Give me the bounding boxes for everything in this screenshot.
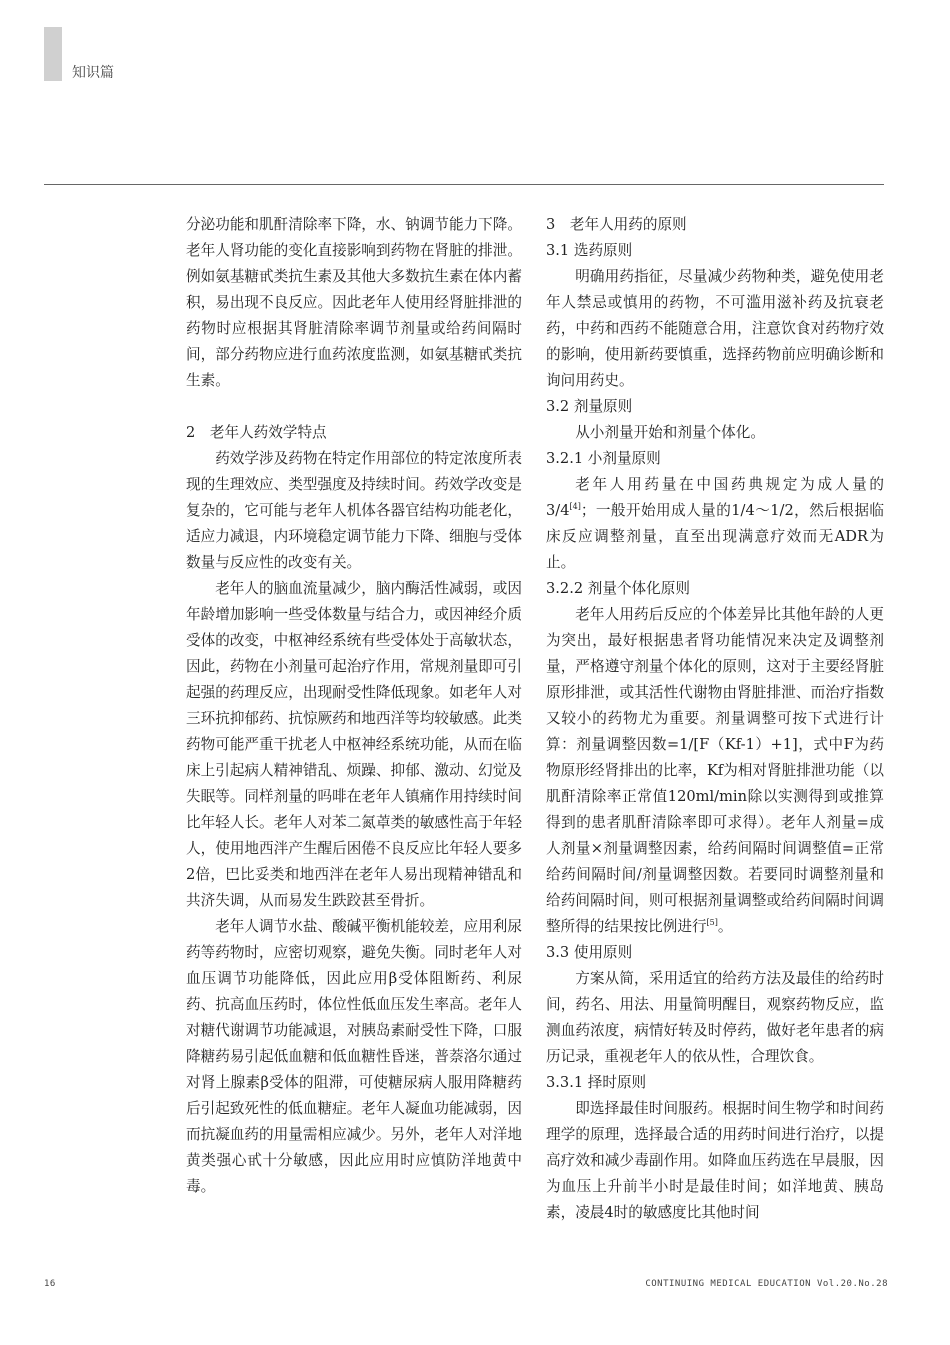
heading-3-3-1: 3.3.1 择时原则 [546,1074,647,1091]
section-label: 知识篇 [72,65,114,81]
paragraph-3-1: 明确用药指征，尽量减少药物种类，避免使用老年人禁忌或慎用的药物，不可滥用滋补药及抗衰老药，中药和西药不能随意合用，注意饮食对药物疗效的影响，使用新药要慎重，选择药物前应明确诊断和询问用药史。 [546,268,884,389]
paragraph-continued: 分泌功能和肌酐清除率下降，水、钠调节能力下降。老年人肾功能的变化直接影响到药物在肾脏的排泄。例如氨基糖甙类抗生素及其他大多数抗生素在体内蓄积，易出现不良反应。因此老年人使用经肾脏排泄的药物时应根据其肾脏清除率调节剂量或给药间隔时间，部分药物应进行血药浓度监测，如氨基糖甙类抗生素。 [186,216,522,389]
heading-3-3: 3.3 使用原则 [546,944,633,961]
heading-3-2-1: 3.2.1 小剂量原则 [546,450,661,467]
paragraph-homeostasis: 老年人调节水盐、酸碱平衡机能较差，应用利尿药等药物时，应密切观察，避免失衡。同时老年人对血压调节功能降低，因此应用β受体阻断药、利尿药、抗高血压药时，体位性低血压发生率高。老年人对糖代谢调节功能减退，对胰岛素耐受性下降，口服降糖药易引起低血糖和低血糖性昏迷，普萘洛尔通过对肾上腺素β受体的阻滞，可使糖尿病人服用降糖药后引起致死性的低血糖症。老年人凝血功能减弱，因而抗凝血药的用量需相应减少。另外，老年人对洋地黄类强心甙十分敏感，因此应用时应慎防洋地黄中毒。 [186,918,522,1195]
heading-section-2: 2 老年人药效学特点 [186,424,327,441]
header-rule [44,184,884,185]
journal-footer: CONTINUING MEDICAL EDUCATION Vol.20.No.28 [645,1279,888,1289]
spacer [186,394,522,420]
left-column [186,212,522,1200]
text: ；一般开始用成人量的1/4～1/2，然后根据临床反应调整剂量，直至出现满意疗效而无ADR为止。 [546,502,884,571]
paragraph-3-3-1: 即选择最佳时间服药。根据时间生物学和时间药理学的原理，选择最合适的用药时间进行治疗，以提高疗效和减少毒副作用。如降血压药选在早晨服，因为血压上升前半小时是最佳时间；如洋地黄、胰岛素，凌晨4时的敏感度比其他时间 [546,1100,884,1221]
section-tab-marker [44,27,62,81]
paragraph-3-2-2 [546,602,884,940]
heading-section-3: 3 老年人用药的原则 [546,216,687,233]
heading-3-2-2: 3.2.2 剂量个体化原则 [546,580,690,597]
paragraph-cns-sensitivity: 老年人的脑血流量减少，脑内酶活性减弱，或因年龄增加影响一些受体数量与结合力，或因神经介质受体的改变，中枢神经系统有些受体处于高敏状态，因此，药物在小剂量可起治疗作用，常规剂量即可引起强的药理反应，出现耐受性降低现象。如老年人对三环抗抑郁药、抗惊厥药和地西洋等均较敏感。此类药物可能严重干扰老人中枢神经系统功能，从而在临床上引起病人精神错乱、烦躁、抑郁、激动、幻觉及失眠等。同样剂量的吗啡在老年人镇痛作用持续时间比年轻人长。老年人对苯二氮䓬类的敏感性高于年轻人，使用地西泮产生醒后困倦不良反应比年轻人要多2倍，巴比妥类和地西泮在老年人易出现精神错乱和共济失调，从而易发生跌跤甚至骨折。 [186,580,522,909]
paragraph-pharmacodynamics: 药效学涉及药物在特定作用部位的特定浓度所表现的生理效应、类型强度及持续时间。药效学改变是复杂的，它可能与老年人机体各器官结构功能老化，适应力减退，内环境稳定调节能力下降、细胞与受体数量与反应性的改变有关。 [186,450,522,571]
page-number: 16 [44,1279,56,1289]
text: 。 [717,918,733,935]
paragraph-3-2: 从小剂量开始和剂量个体化。 [575,424,765,441]
citation-ref: [4] [569,502,581,512]
heading-3-2: 3.2 剂量原则 [546,398,633,415]
heading-3-1: 3.1 选药原则 [546,242,633,259]
paragraph-3-2-1 [546,472,884,576]
citation-ref: [5] [706,918,718,928]
right-column [546,212,884,1226]
paragraph-3-3: 方案从简，采用适宜的给药方法及最佳的给药时间，药名、用法、用量简明醒目，观察药物反应，监测血药浓度，病情好转及时停药，做好老年患者的病历记录，重视老年人的依从性，合理饮食。 [546,970,884,1065]
text: 老年人用药量在中国药典规定为成人量的3/4 [546,476,884,519]
text: 老年人用药后反应的个体差异比其他年龄的人更为突出，最好根据患者肾功能情况来决定及调整剂量，严格遵守剂量个体化的原则，这对于主要经肾脏原形排泄，或其活性代谢物由肾脏排泄、而治疗指数又较小的药物尤为重要。剂量调整可按下式进行计算：剂量调整因数=1/[F（Kf-1）+1]，式中F为药物原形经肾排出的比率，Kf为相对肾脏排泄功能（以肌酐清除率正常值120ml/min除以实测得到或推算得到的患者肌酐清除率即可求得）。老年人剂量=成人剂量×剂量调整因素，给药间隔时间调整值=正常给药间隔时间/剂量调整因数。若要同时调整剂量和给药间隔时间，则可根据剂量调整或给药间隔时间调整所得的结果按比例进行 [546,606,884,935]
